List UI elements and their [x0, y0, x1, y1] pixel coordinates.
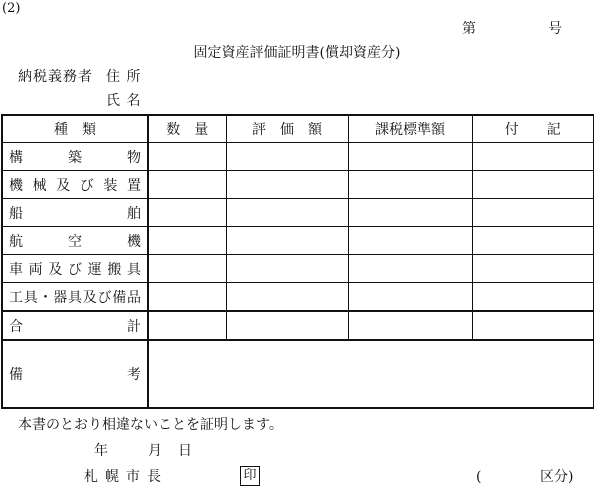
certification-statement: 本書のとおり相違ないことを証明します。	[18, 417, 283, 433]
remarks-cell[interactable]	[148, 340, 594, 408]
remarks-row	[2, 340, 594, 408]
month-label: 月	[148, 443, 162, 459]
table-row	[2, 171, 594, 199]
table-row	[2, 283, 594, 312]
tax-base-cell[interactable]	[348, 227, 472, 255]
table-row	[2, 143, 594, 171]
form-number: (2)	[2, 1, 21, 16]
valuation-cell[interactable]	[226, 255, 348, 283]
quantity-cell[interactable]	[148, 143, 226, 171]
row-label: 機械及び装置	[2, 171, 148, 199]
header-type: 種 類	[2, 115, 148, 143]
tax-base-cell[interactable]	[348, 143, 472, 171]
number-suffix: 号	[548, 21, 562, 37]
table-header-row	[2, 115, 594, 143]
table-row	[2, 255, 594, 283]
header-notes: 付 記	[472, 115, 594, 143]
document-title: 固定資産評価証明書(償却資産分)	[193, 45, 401, 61]
row-label: 航空機	[2, 227, 148, 255]
table-row	[2, 227, 594, 255]
quantity-cell[interactable]	[148, 199, 226, 227]
total-quantity-cell[interactable]	[148, 311, 226, 340]
notes-cell[interactable]	[472, 255, 594, 283]
notes-cell[interactable]	[472, 143, 594, 171]
tax-base-cell[interactable]	[348, 255, 472, 283]
notes-cell[interactable]	[472, 283, 594, 312]
valuation-cell[interactable]	[226, 227, 348, 255]
total-notes-cell[interactable]	[472, 311, 594, 340]
notes-cell[interactable]	[472, 171, 594, 199]
tax-base-cell[interactable]	[348, 283, 472, 312]
seal-stamp: 印	[240, 466, 260, 486]
row-label: 車両及び運搬具	[2, 255, 148, 283]
address-label: 住 所	[106, 69, 142, 85]
quantity-cell[interactable]	[148, 227, 226, 255]
quantity-cell[interactable]	[148, 255, 226, 283]
remarks-label: 備考	[2, 340, 148, 408]
quantity-cell[interactable]	[148, 283, 226, 312]
name-label: 氏 名	[106, 93, 142, 109]
header-valuation: 評 価 額	[226, 115, 348, 143]
table-row	[2, 199, 594, 227]
valuation-cell[interactable]	[226, 171, 348, 199]
total-valuation-cell[interactable]	[226, 311, 348, 340]
total-tax-base-cell[interactable]	[348, 311, 472, 340]
number-prefix: 第	[462, 21, 476, 37]
header-tax-base: 課税標準額	[348, 115, 472, 143]
row-label: 構築物	[2, 143, 148, 171]
tax-base-cell[interactable]	[348, 171, 472, 199]
day-label: 日	[178, 443, 192, 459]
notes-cell[interactable]	[472, 227, 594, 255]
valuation-cell[interactable]	[226, 199, 348, 227]
quantity-cell[interactable]	[148, 171, 226, 199]
taxpayer-label: 納税義務者	[18, 69, 93, 85]
row-label: 工具・器具及び備品	[2, 283, 148, 312]
notes-cell[interactable]	[472, 199, 594, 227]
mayor-title: 札幌市長	[84, 469, 168, 485]
ward-label: 区分)	[540, 469, 574, 485]
valuation-cell[interactable]	[226, 143, 348, 171]
valuation-cell[interactable]	[226, 283, 348, 312]
asset-table	[1, 114, 594, 409]
total-row	[2, 311, 594, 340]
total-label: 合計	[2, 311, 148, 340]
ward-open-paren: (	[476, 469, 482, 485]
header-quantity: 数 量	[148, 115, 226, 143]
tax-base-cell[interactable]	[348, 199, 472, 227]
year-label: 年	[94, 443, 108, 459]
row-label: 船舶	[2, 199, 148, 227]
